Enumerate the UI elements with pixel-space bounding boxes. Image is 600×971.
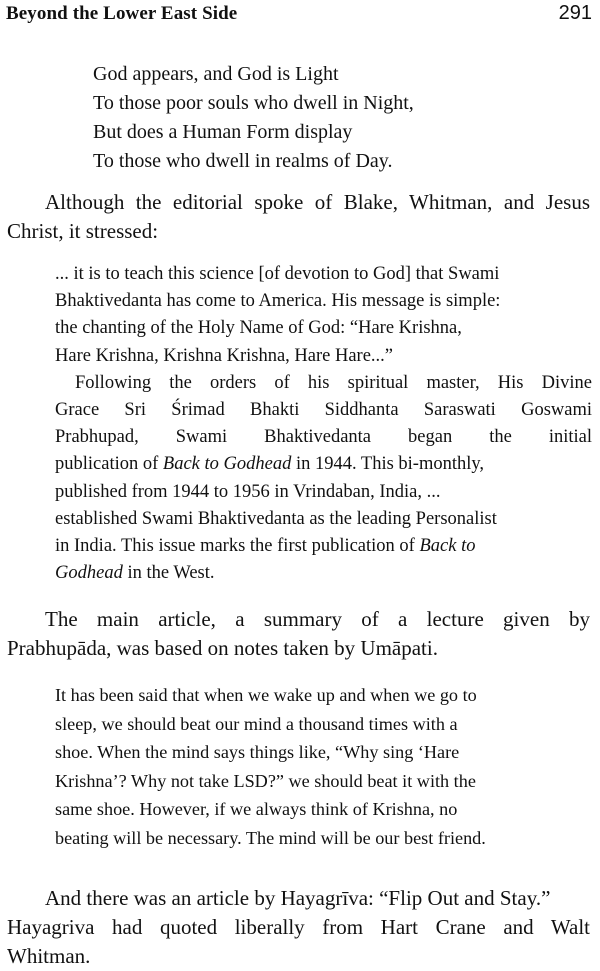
text-line: Prabhupāda, was based on notes taken by Umāpati.: [7, 636, 438, 660]
quote-line: beating will be necessary. The mind will be our best friend.: [55, 827, 486, 848]
quote-line: the chanting of the Holy Name of God: “Hare Krishna,: [55, 318, 462, 339]
quote-line: Grace Sri Śrimad Bhakti Siddhanta Saraswati Goswami: [55, 400, 592, 421]
quote-line: [55, 560, 592, 587]
verse-line: But does a Human Form display: [93, 121, 353, 143]
text-line: And there was an article by Hayagrīva: “Flip Out and Stay.”: [45, 886, 551, 910]
quote-line: Prabhupad, Swami Bhaktivedanta began the initial: [55, 427, 592, 448]
quote-line: [55, 533, 592, 560]
quote-line: same shoe. However, if we always think of Krishna, no: [55, 799, 458, 819]
verse-line: God appears, and God is Light: [93, 63, 339, 85]
quote-line: Following the orders of his spiritual master, His Divine: [75, 372, 592, 393]
publication-title: Godhead: [55, 563, 123, 584]
text-line: Although the editorial spoke of Blake, Whitman, and Jesus: [45, 190, 590, 214]
text-line: Christ, it stressed:: [7, 219, 159, 243]
text-line: Hayagriva had quoted liberally from Hart Crane and Walt: [7, 915, 590, 939]
blockquote-editorial: [55, 261, 592, 587]
verse-line: To those who dwell in realms of Day.: [93, 150, 393, 172]
quote-line: established Swami Bhaktivedanta as the leading Personalist: [55, 508, 497, 529]
quote-line: Krishna’? Why not take LSD?” we should beat it with the: [55, 770, 476, 791]
quote-line: Hare Krishna, Krishna Krishna, Hare Hare...”: [55, 345, 394, 366]
quote-text: in India. This issue marks the first publication of: [55, 536, 415, 557]
text-line: The main article, a summary of a lecture given by: [45, 607, 590, 631]
quote-line: [55, 451, 592, 478]
quote-line: ... it is to teach this science [of devotion to God] that Swami: [55, 264, 500, 284]
page-number: 291: [558, 2, 592, 24]
quote-line: It has been said that when we wake up and when we go to: [55, 685, 477, 705]
quote-line: shoe. When the mind says things like, “Why sing ‘Hare: [55, 742, 460, 762]
publication-title: Back to Godhead: [162, 454, 292, 475]
paragraph-main-article: [7, 605, 590, 663]
verse-block: [93, 60, 414, 176]
quote-line: Bhaktivedanta has come to America. His message is simple:: [55, 291, 501, 312]
quote-line: published from 1944 to 1956 in Vrindaban, India, ...: [55, 481, 441, 502]
quote-line: sleep, we should beat our mind a thousand times with a: [55, 713, 458, 734]
quote-text: publication of: [55, 454, 159, 475]
verse-line: To those poor souls who dwell in Night,: [93, 92, 414, 114]
running-head: Beyond the Lower East Side: [6, 3, 238, 24]
blockquote-lecture: [55, 681, 595, 852]
quote-text: in the West.: [127, 563, 215, 584]
page-header: [0, 0, 600, 32]
paragraph-editorial: [7, 188, 590, 246]
quote-text: in 1944. This bi-monthly,: [295, 454, 485, 475]
publication-title: Back to: [419, 536, 476, 557]
paragraph-hayagriva: [7, 884, 590, 971]
text-line: Whitman.: [7, 944, 91, 968]
